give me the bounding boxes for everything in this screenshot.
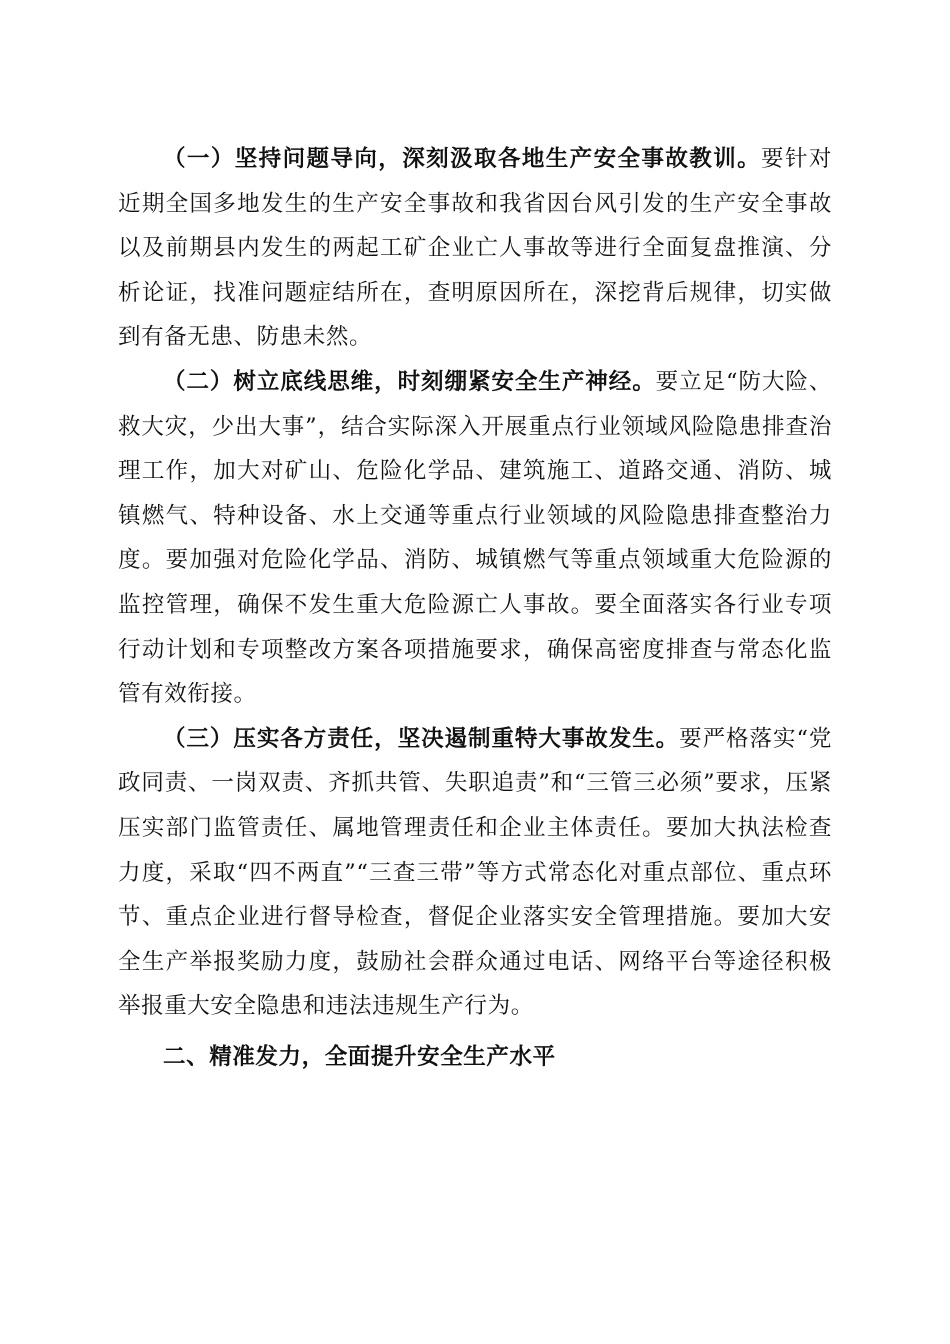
paragraph-text: 要立足“防大险、救大灾，少出大事”，结合实际深入开展重点行业领域风险隐患排查治理工作，加大对矿山、危险化学品、建筑施工、道路交通、消防、城镇燃气、特种设备、水上交通等重点行业领域的风险隐患排查整治力度。要加强对危险化学品、消防、城镇燃气等重点领域重大危险源的监控管理，确保不发生重大危险源亡人事故。要全面落实各行业专项行动计划和专项整改方案各项措施要求，确保高密度排查与常态化监管有效衔接。 bbox=[118, 368, 832, 708]
paragraph-lead: （二）树立底线思维，时刻绷紧安全生产神经。 bbox=[163, 368, 656, 395]
paragraph-text: 要针对近期全国多地发生的生产安全事故和我省因台风引发的生产安全事故以及前期县内发生的两起工矿企业亡人事故等进行全面复盘推演、分析论证，找准问题症结所在，查明原因所在，深挖背后规律，切实做到有备无患、防患未然。 bbox=[118, 146, 832, 351]
paragraph-lead: （一）坚持问题导向，深刻汲取各地生产安全事故教训。 bbox=[163, 146, 762, 172]
paragraph-problem-oriented bbox=[118, 137, 832, 360]
paragraph-text: 要严格落实“党政同责、一岗双责、齐抓共管、失职追责”和“三管三必须”要求，压紧压实部门监管责任、属地管理责任和企业主体责任。要加大执法检查力度，采取“四不两直”“三查三带”等方式常态化对重点部位、重点环节、重点企业进行督导检查，督促企业落实安全管理措施。要加大安全生产举报奖励力度，鼓励社会群众通过电话、网络平台等途径积极举报重大安全隐患和违法违规生产行为。 bbox=[118, 725, 833, 1020]
paragraph-bottom-line-thinking bbox=[118, 360, 832, 717]
paragraph-lead: （三）压实各方责任，坚决遏制重特大事故发生。 bbox=[163, 725, 680, 752]
section-heading: 二、精准发力，全面提升安全生产水平 bbox=[163, 1043, 556, 1070]
paragraph-responsibilities bbox=[118, 717, 832, 1029]
document-body bbox=[118, 137, 832, 1085]
